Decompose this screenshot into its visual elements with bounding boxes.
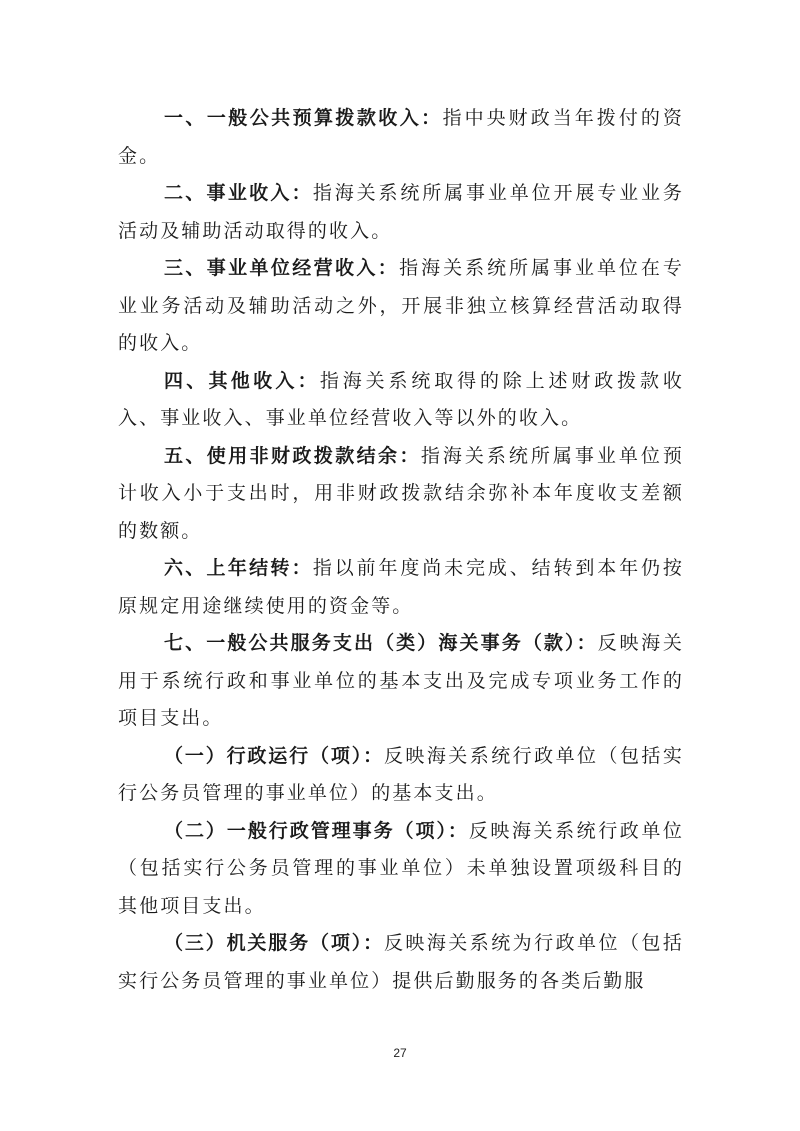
definition-9: 反映海关系统行政单位（包括实行公务员管理的事业单位）未单独设置项级科目的其他项目支出。 (118, 819, 684, 917)
paragraph-3 (118, 250, 684, 363)
definition-8: 反映海关系统行政单位（包括实行公务员管理的事业单位）的基本支出。 (118, 744, 684, 804)
term-5: 五、使用非财政拨款结余： (164, 444, 421, 467)
definition-1: 指中央财政当年拨付的资金。 (118, 107, 684, 167)
definition-2: 指海关系统所属事业单位开展专业业务活动及辅助活动取得的收入。 (118, 182, 684, 242)
term-8: （一）行政运行（项）： (164, 744, 384, 767)
paragraph-4 (118, 363, 684, 438)
definition-10: 反映海关系统为行政单位（包括实行公务员管理的事业单位）提供后勤服务的各类后勤服 (118, 932, 684, 992)
definition-7: 反映海关用于系统行政和事业单位的基本支出及完成专项业务工作的项目支出。 (118, 632, 684, 729)
paragraph-6 (118, 550, 684, 625)
paragraph-1 (118, 100, 684, 175)
paragraph-2 (118, 175, 684, 250)
definition-5: 指海关系统所属事业单位预计收入小于支出时，用非财政拨款结余弥补本年度收支差额的数额。 (118, 444, 684, 542)
term-10: （三）机关服务（项）： (164, 932, 384, 954)
term-9: （二）一般行政管理事务（项）： (164, 819, 469, 842)
term-4: 四、其他收入： (164, 369, 320, 392)
paragraph-7 (118, 625, 684, 738)
term-1: 一、一般公共预算拨款收入： (164, 107, 443, 129)
definition-3: 指海关系统所属事业单位在专业业务活动及辅助活动之外，开展非独立核算经营活动取得的收入。 (118, 257, 684, 354)
term-7: 七、一般公共服务支出（类）海关事务（款）： (164, 632, 598, 654)
paragraph-9 (118, 813, 684, 926)
page-number: 27 (393, 1046, 407, 1060)
document-body (118, 100, 684, 1000)
definition-6: 指以前年度尚未完成、结转到本年仍按原规定用途继续使用的资金等。 (118, 557, 684, 617)
paragraph-5 (118, 438, 684, 551)
term-2: 二、事业收入： (164, 182, 313, 204)
definition-4: 指海关系统取得的除上述财政拨款收入、事业收入、事业单位经营收入等以外的收入。 (118, 369, 684, 429)
term-3: 三、事业单位经营收入： (164, 257, 400, 279)
paragraph-10 (118, 925, 684, 1000)
paragraph-8 (118, 738, 684, 813)
term-6: 六、上年结转： (164, 557, 313, 579)
